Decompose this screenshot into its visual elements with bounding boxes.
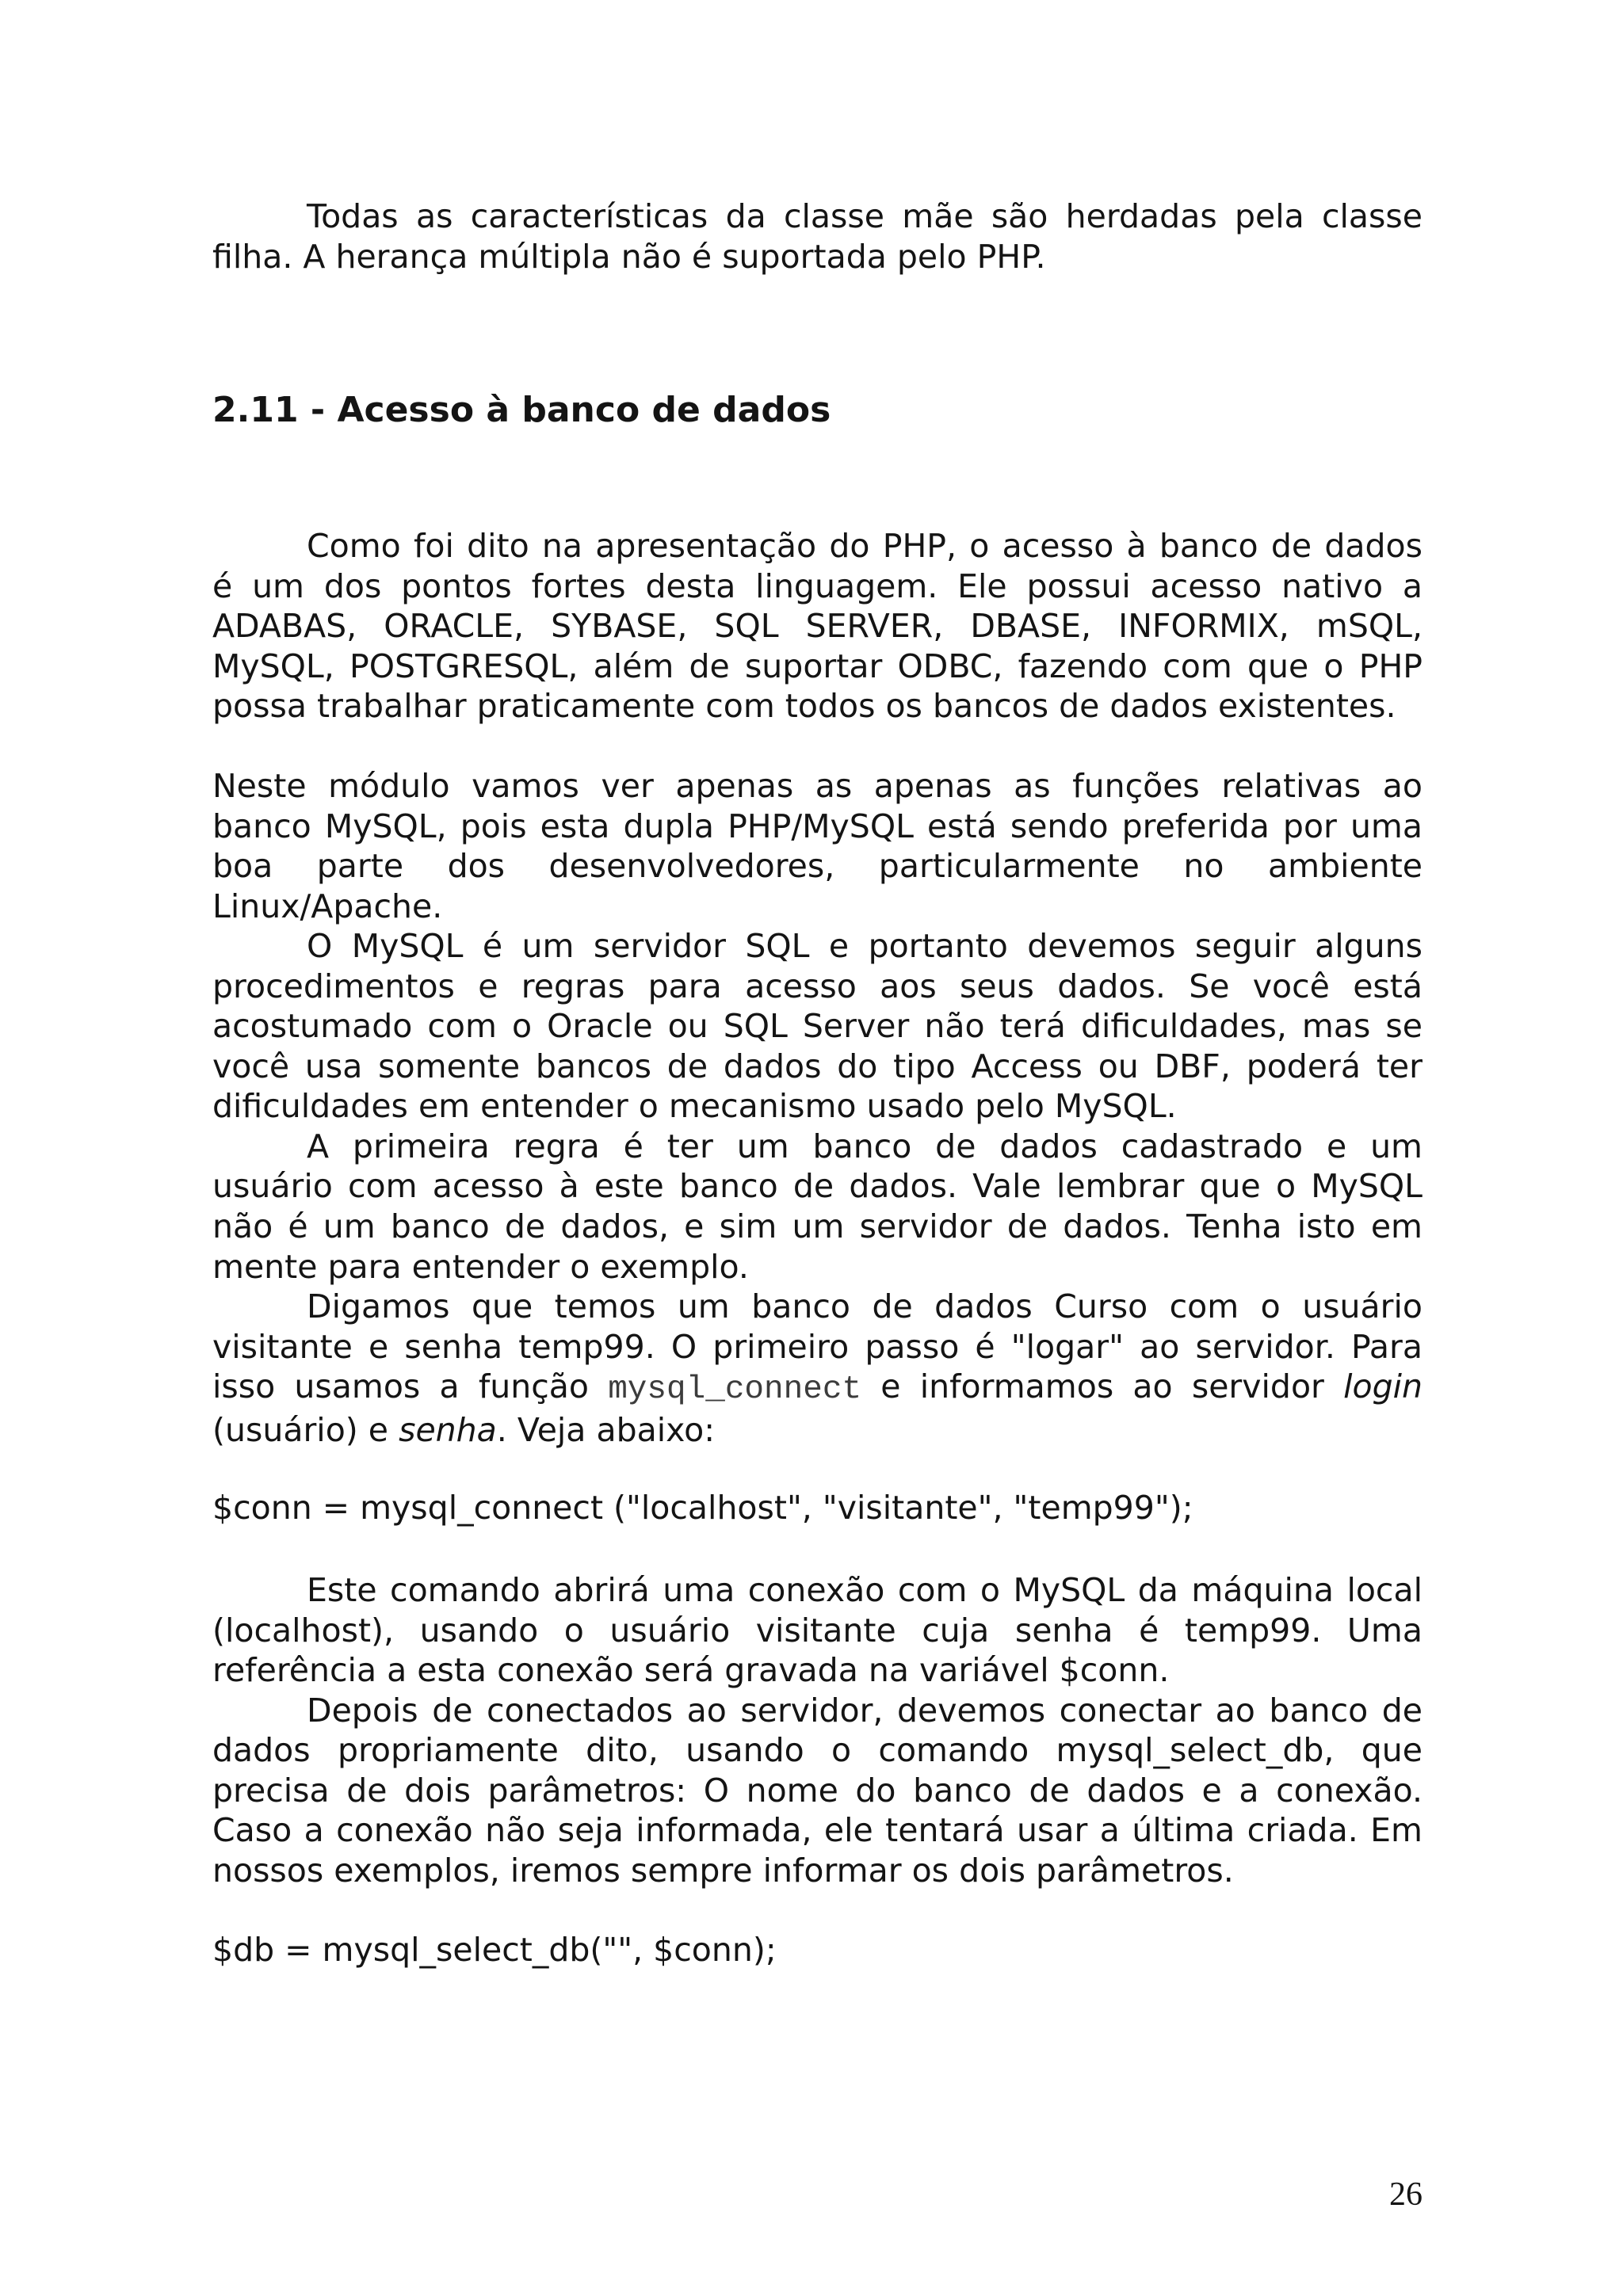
paragraph-line: MySQL, POSTGRESQL, além de suportar ODBC, fazendo com que o PHP (212, 646, 1423, 685)
paragraph-native-access (212, 526, 1423, 727)
paragraph-select-db (212, 1691, 1423, 1891)
paragraph-line: usuário com acesso à este banco de dados. Vale lembrar que o MySQL (212, 1167, 1423, 1206)
code-line: $conn = mysql_connect ("localhost", "visitante", "temp99"); (212, 1489, 1193, 1527)
paragraph-line: dados propriamente dito, usando o comando mysql_select_db, que (212, 1731, 1423, 1770)
paragraph-line: ADABAS, ORACLE, SYBASE, SQL SERVER, DBASE, INFORMIX, mSQL, (212, 607, 1423, 646)
paragraph-line: possa trabalhar praticamente com todos os bancos de dados existentes. (212, 687, 1396, 726)
section-heading: 2.11 - Acesso à banco de dados (212, 390, 831, 430)
code-example-connect (212, 1488, 1423, 1528)
paragraph-line: filha. A herança múltipla não é suportada pelo PHP. (212, 237, 1046, 276)
text-segment: . Veja abaixo: (496, 1410, 716, 1449)
italic-term: senha (399, 1410, 497, 1449)
paragraph-line: banco MySQL, pois esta dupla PHP/MySQL está sendo preferida por uma (212, 807, 1423, 845)
paragraph-line: Neste módulo vamos ver apenas as apenas as funções relativas ao (212, 767, 1423, 805)
paragraph-line: acostumado com o Oracle ou SQL Server não terá dificuldades, mas se (212, 1007, 1423, 1046)
paragraph-line: Linux/Apache. (212, 887, 443, 925)
paragraph-line: boa parte dos desenvolvedores, particularmente no ambiente (212, 847, 1423, 886)
paragraph-first-rule (212, 1127, 1423, 1287)
paragraph-conn-explanation (212, 1570, 1423, 1691)
paragraph-line: você usa somente bancos de dados do tipo Access ou DBF, poderá ter (212, 1047, 1423, 1085)
page-number: 26 (1389, 2176, 1423, 2213)
paragraph-line: é um dos pontos fortes desta linguagem. Ele possui acesso nativo a (212, 566, 1423, 605)
paragraph-line: referência a esta conexão será gravada na variável $conn. (212, 1651, 1170, 1690)
paragraph-mysql-server (212, 926, 1423, 1127)
text-segment: e informamos ao servidor (861, 1367, 1344, 1406)
paragraph-line: Como foi dito na apresentação do PHP, o acesso à banco de dados (307, 527, 1423, 565)
paragraph-line: Digamos que temos um banco de dados Curso com o usuário (307, 1287, 1423, 1326)
paragraph-group-mysql (212, 766, 1423, 1450)
paragraph-line: não é um banco de dados, e sim um servidor de dados. Tenha isto em (212, 1207, 1423, 1246)
paragraph-connect-example (212, 1287, 1423, 1450)
text-segment: (usuário) e (212, 1410, 399, 1449)
paragraph-line: Caso a conexão não seja informada, ele tentará usar a última criada. Em (212, 1811, 1423, 1850)
paragraph-line: Todas as características da classe mãe são herdadas pela classe (307, 197, 1423, 235)
paragraph-line: precisa de dois parâmetros: O nome do banco de dados e a conexão. (212, 1771, 1423, 1810)
italic-term: login (1343, 1367, 1423, 1406)
paragraph-line: mente para entender o exemplo. (212, 1247, 749, 1286)
paragraph-group-connection (212, 1570, 1423, 1890)
paragraph-line: (localhost), usando o usuário visitante cuja senha é temp99. Uma (212, 1611, 1423, 1650)
paragraph-line: procedimentos e regras para acesso aos seus dados. Se você está (212, 967, 1423, 1005)
paragraph-line: Este comando abrirá uma conexão com o MySQL da máquina local (307, 1571, 1423, 1609)
paragraph-line (212, 1367, 1423, 1410)
paragraph-line: dificuldades em entender o mecanismo usado pelo MySQL. (212, 1087, 1177, 1126)
inline-code: mysql_connect (608, 1371, 862, 1409)
code-line: $db = mysql_select_db("", $conn); (212, 1931, 777, 1969)
paragraph-module-scope (212, 766, 1423, 926)
code-example-select-db (212, 1930, 1423, 1970)
paragraph-line: A primeira regra é ter um banco de dados cadastrado e um (307, 1127, 1423, 1165)
paragraph-line: nossos exemplos, iremos sempre informar os dois parâmetros. (212, 1851, 1234, 1890)
paragraph-line: visitante e senha temp99. O primeiro passo é "logar" ao servidor. Para (212, 1327, 1423, 1366)
text-segment: isso usamos a função (212, 1367, 609, 1406)
paragraph-line: O MySQL é um servidor SQL e portanto devemos seguir alguns (307, 927, 1423, 966)
paragraph-line: Depois de conectados ao servidor, devemos conectar ao banco de (307, 1691, 1423, 1730)
paragraph-line (212, 1410, 1423, 1451)
intro-paragraph (212, 196, 1423, 277)
